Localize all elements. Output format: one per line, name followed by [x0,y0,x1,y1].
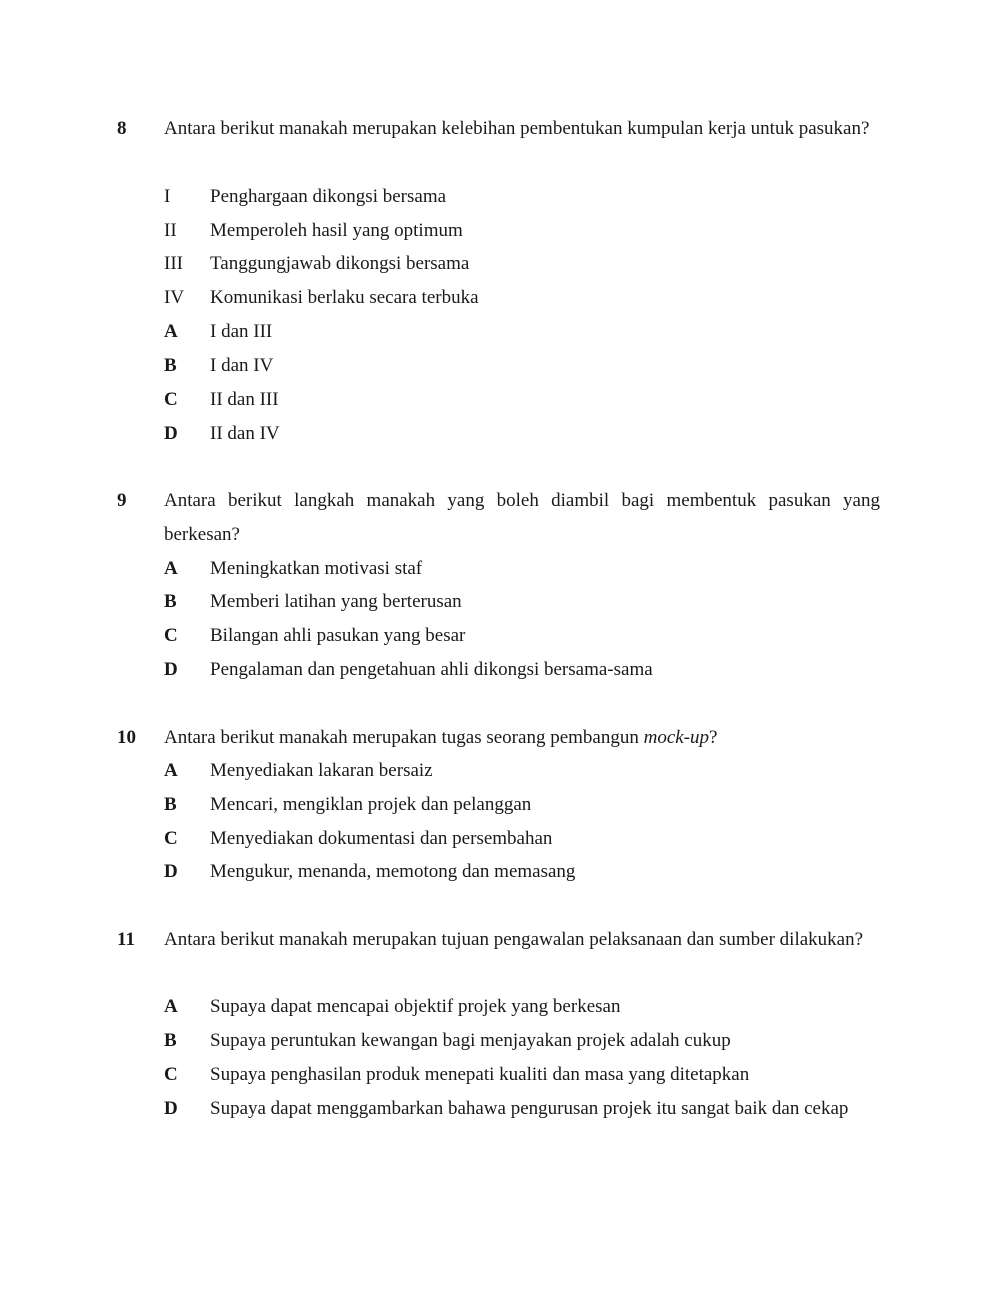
option-text: Menyediakan lakaran bersaiz [210,760,433,781]
option-label: C [164,389,178,410]
question-number: 11 [117,929,135,950]
option-text: Bilangan ahli pasukan yang besar [210,625,466,646]
option-text: I dan IV [210,355,274,376]
question-number: 9 [117,490,127,511]
option-label: A [164,760,178,781]
option-b[interactable] [0,1024,1000,1058]
option-label: D [164,1098,178,1119]
option-a[interactable] [0,315,1000,349]
statement-item [0,214,1000,248]
option-text: Supaya penghasilan produk menepati kualiti dan masa yang ditetapkan [210,1064,750,1085]
option-c[interactable] [0,822,1000,856]
statement-text: Tanggungjawab dikongsi bersama [210,253,470,274]
option-c[interactable] [0,1058,1000,1092]
option-text: Mencari, mengiklan projek dan pelanggan [210,794,532,815]
option-text: Mengukur, menanda, memotong dan memasang [210,861,576,882]
statement-text: Komunikasi berlaku secara terbuka [210,287,479,308]
statement-item [0,180,1000,214]
option-label: D [164,861,178,882]
option-label: A [164,558,178,579]
option-label: B [164,355,177,376]
stem-italic-term: mock-up [643,727,710,748]
option-d[interactable] [0,855,1000,889]
option-text: Meningkatkan motivasi staf [210,558,423,579]
option-d[interactable] [0,1092,1000,1126]
option-c[interactable] [0,383,1000,417]
option-b[interactable] [0,349,1000,383]
question-stem: Antara berikut manakah merupakan tujuan pengawalan pelaksanaan dan sumber dilakukan? [164,929,864,950]
option-text: II dan III [210,389,279,410]
statement-label: II [164,220,177,241]
option-c[interactable] [0,619,1000,653]
option-text: Memberi latihan yang berterusan [210,591,462,612]
option-text: Menyediakan dokumentasi dan persembahan [210,828,553,849]
option-text: II dan IV [210,423,280,444]
option-label: B [164,794,177,815]
option-label: D [164,423,178,444]
option-label: B [164,591,177,612]
option-text: Supaya peruntukan kewangan bagi menjayakan projek adalah cukup [210,1030,731,1051]
option-label: C [164,828,178,849]
question-stem: Antara berikut manakah merupakan kelebihan pembentukan kumpulan kerja untuk pasukan? [164,118,870,139]
option-a[interactable] [0,552,1000,586]
option-label: D [164,659,178,680]
statement-item [0,281,1000,315]
stem-text-end: ? [709,727,718,748]
statement-item [0,247,1000,281]
option-text: Supaya dapat mencapai objektif projek yang berkesan [210,996,621,1017]
option-d[interactable] [0,417,1000,451]
option-label: A [164,996,178,1017]
statement-label: III [164,253,183,274]
option-label: B [164,1030,177,1051]
statement-text: Memperoleh hasil yang optimum [210,220,463,241]
option-b[interactable] [0,585,1000,619]
option-a[interactable] [0,990,1000,1024]
question-number: 8 [117,118,127,139]
option-text: Supaya dapat menggambarkan bahawa pengurusan projek itu sangat baik dan cekap [210,1098,849,1119]
statement-label: I [164,186,171,207]
option-text: I dan III [210,321,273,342]
option-d[interactable] [0,653,1000,687]
option-b[interactable] [0,788,1000,822]
question-stem [164,721,880,755]
option-a[interactable] [0,754,1000,788]
option-label: C [164,1064,178,1085]
statement-label: IV [164,287,185,308]
stem-text: Antara berikut manakah merupakan tugas seorang pembangun [164,727,644,748]
option-label: A [164,321,178,342]
question-stem: Antara berikut langkah manakah yang boleh diambil bagi membentuk pasukan yang berkesan? [164,490,880,545]
statement-text: Penghargaan dikongsi bersama [210,186,447,207]
option-text: Pengalaman dan pengetahuan ahli dikongsi bersama-sama [210,659,653,680]
option-label: C [164,625,178,646]
question-number: 10 [117,727,136,748]
